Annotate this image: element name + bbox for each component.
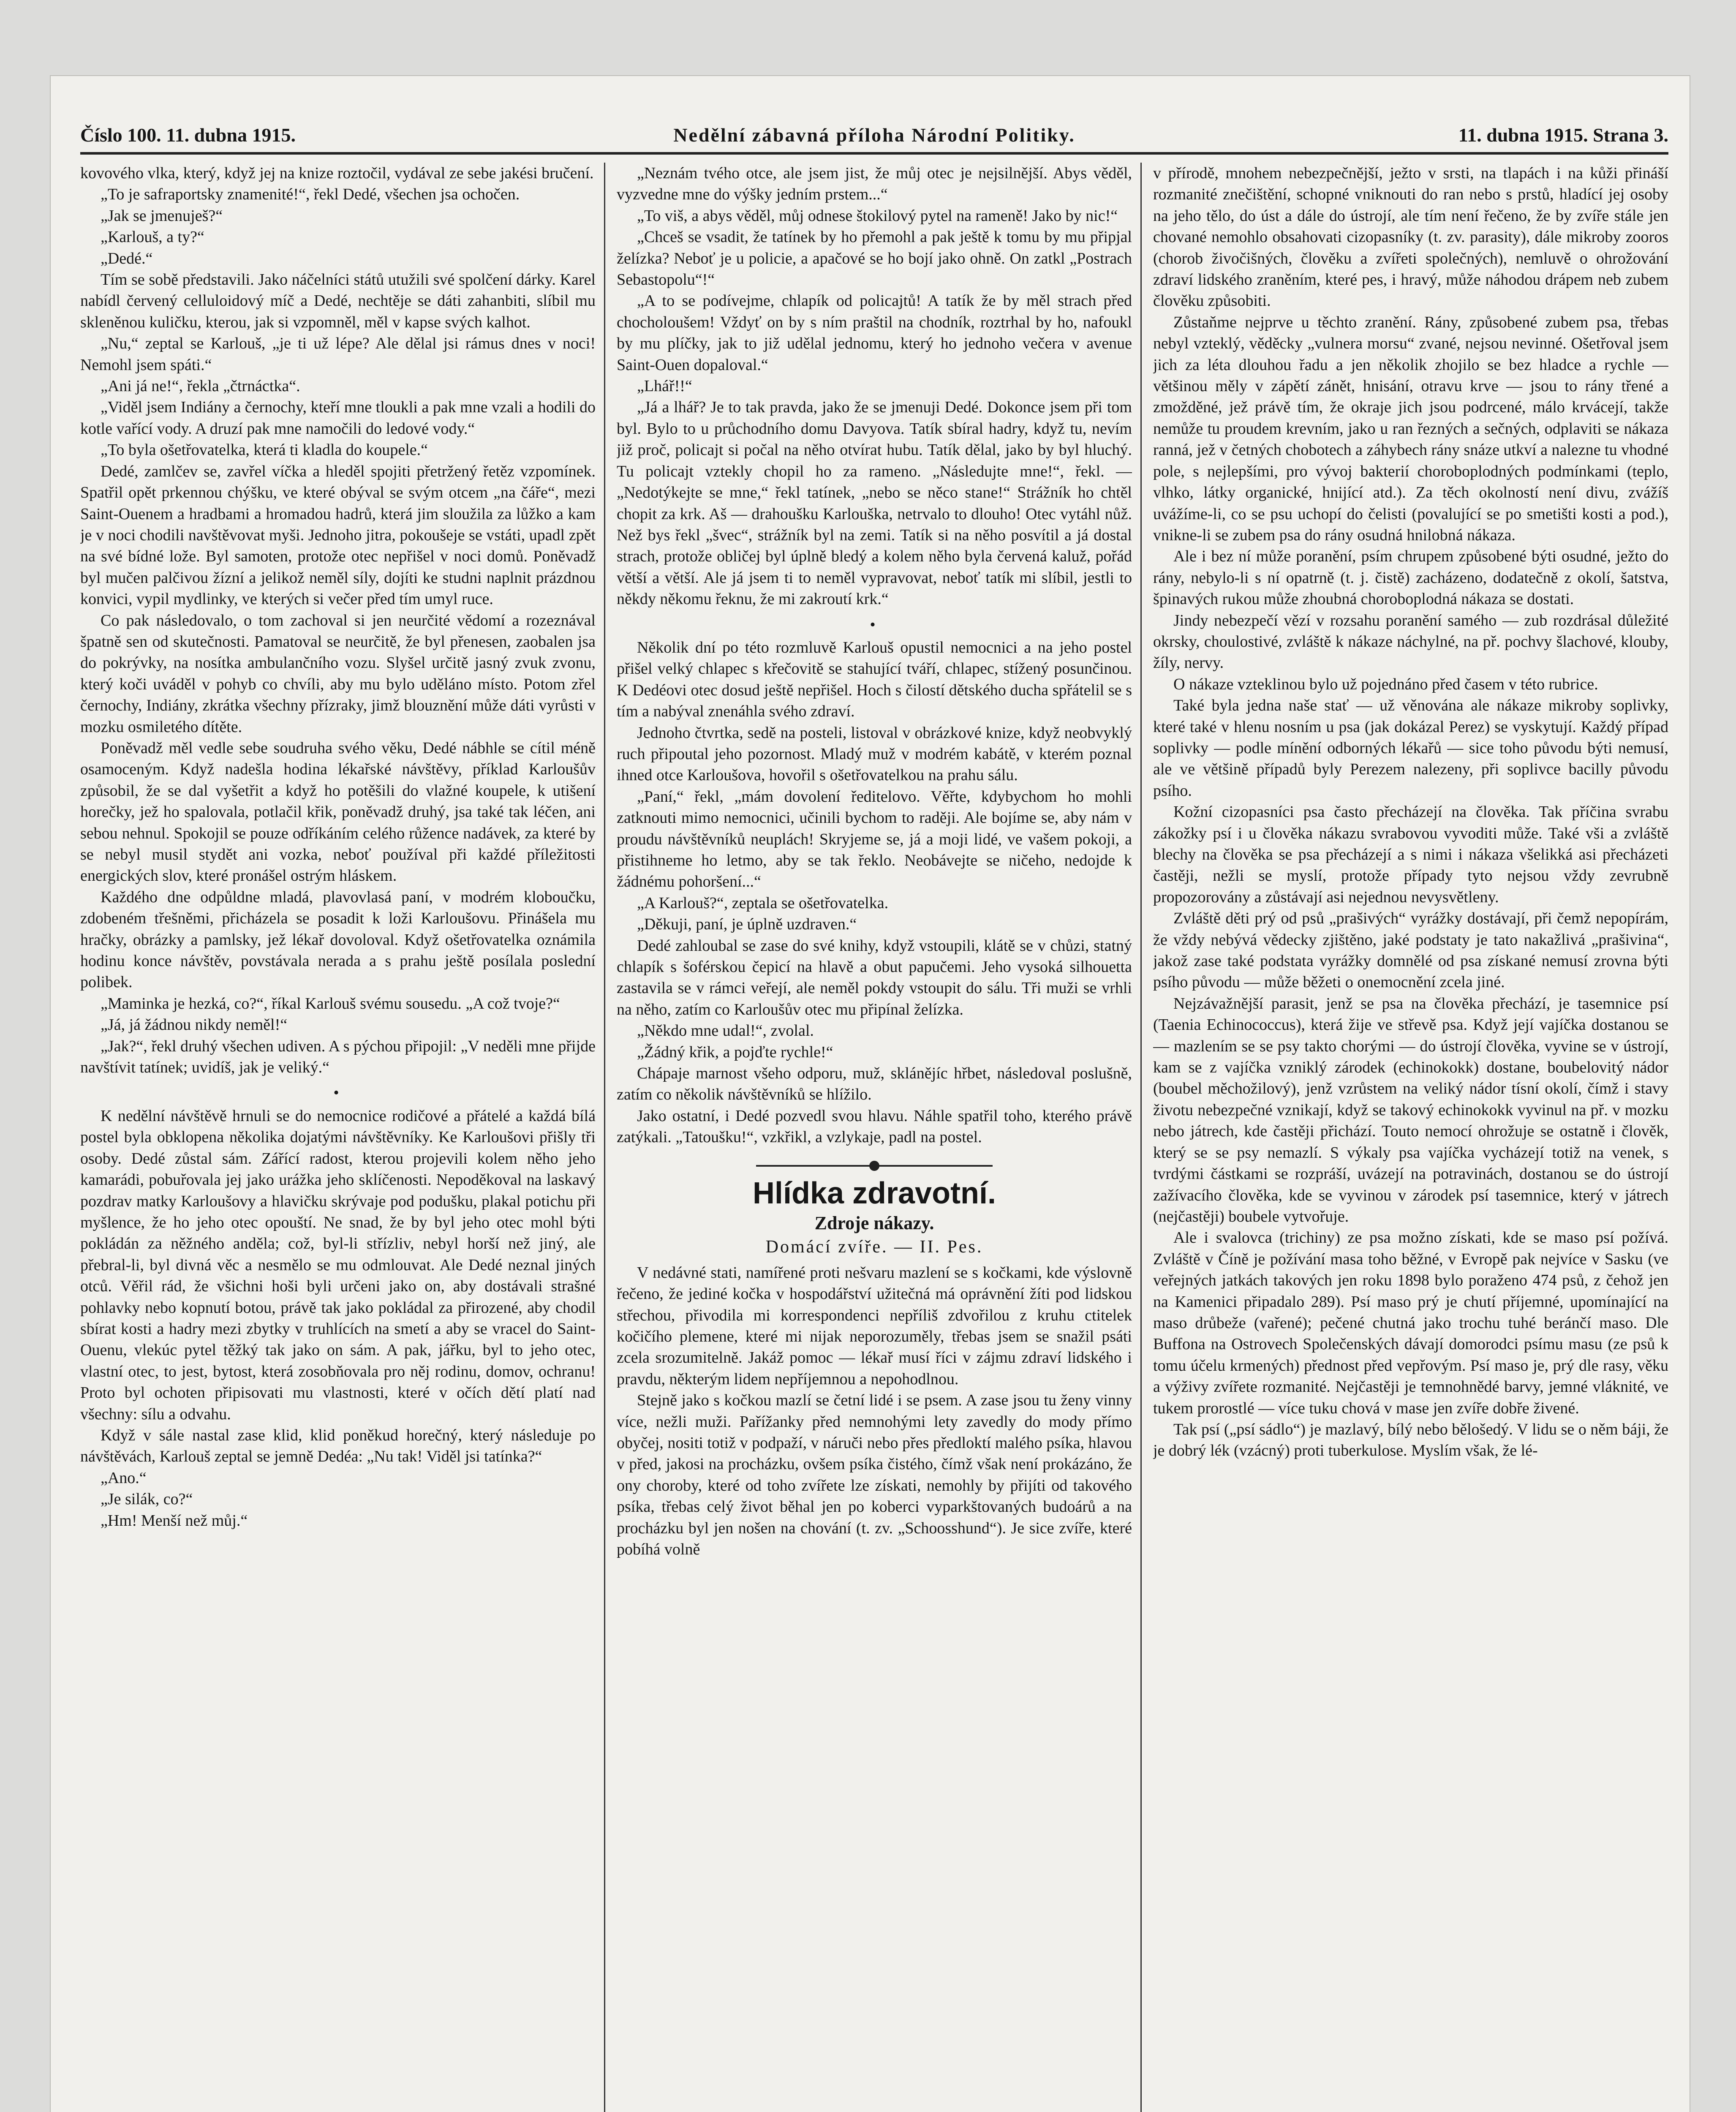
paragraph: Jednoho čtvrtka, sedě na posteli, listoval v obrázkové knize, když neobvyklý ruch připoutal jeho pozornost. Mladý muž v modrém kabátě, v kterém poznal ihned otce Karloušova, hovořil s ošetřovatelkou na prahu sálu. (617, 724, 1132, 784)
section-break-asterisk: • (333, 1084, 343, 1102)
paragraph: „Chceš se vsadit, že tatínek by ho přemohl a pak ještě k tomu by mu připjal želízka? Neboť je u policie, a apačové se ho bojí jako ohně. On zatkl „Postrach Sebastopolu“!“ (617, 228, 1132, 289)
paragraph: „Jak se jmenuješ?“ (101, 207, 223, 225)
newspaper-page (51, 76, 1690, 2112)
paragraph: „To byla ošetřovatelka, která ti kladla do koupele.“ (101, 441, 428, 459)
page-header (80, 118, 1668, 155)
column-rule (1140, 163, 1142, 2112)
paragraph: Chápaje marnost všeho odporu, muž, sklánějíc hřbet, následoval poslušně, zatím co několik návštěvníků se hlížilo. (617, 1064, 1132, 1104)
paragraph: Poněvadž měl vedle sebe soudruha svého věku, Dedé nábhle se cítil méně osamoceným. Když nadešla hodina lékařské návštěvy, příklad Karloušův způsobil, že se dal vyšetřit a když ho potěšili do vlažné koupele, k utišení horečky, jež ho spalovala, potlačil křik, poněvadž druhý, jsa také tak léčen, ani sebou nehnul. Spokojil se pouze odříkáním celého růžence nadávek, za které by se nebyl musil stydět ani vozka, neboť používal při každé příležitosti energických slov, které pronášel ostrým hláskem. (80, 739, 596, 885)
paragraph: V nedávné stati, namířené proti nešvaru mazlení se s kočkami, kde výslovně řečeno, že jediné kočka v hospodářství užitečná má oprávnění žíti pod lidskou střechou, přivodila mi korrespondenci nepříliš zdvořilou z kruhu ctitelek kočičího plemene, které mi nijak neporozuměly, třebas jsem se snažil psáti zcela srozumitelně. Jakáž pomoc — lékař musí říci v zájmu zdraví lidského i pravdu, některým lidem nepříjemnou a nepohodlnou. (617, 1263, 1132, 1388)
paragraph: „Maminka je hezká, co?“, říkal Karlouš svému sousedu. „A což tvoje?“ (101, 994, 560, 1012)
header-issue: Číslo 100. 11. dubna 1915. (80, 124, 296, 146)
paragraph: „Já, já žádnou nikdy neměl!“ (101, 1016, 288, 1034)
paragraph: Když v sále nastal zase klid, klid poněkud horečný, který následuje po návštěvách, Karlouš zeptal se jemně Dedéa: „Nu tak! Viděl jsi tatínka?“ (80, 1426, 596, 1466)
paragraph: Dedé zahloubal se zase do své knihy, když vstoupili, klátě se v chůzi, statný chlapík s šoférskou čepicí na hlavě a obut papučemi. Jeho vysoká silhouetta zastavila se v rámci veřejí, ale neměl pokdy vstoupit do sálu. Tři muži se vrhli na něho, zatím co Karloušův otec mu připínal želízka. (617, 936, 1132, 1018)
paragraph: Také byla jedna naše stať — už věnována ale nákaze mikroby soplivky, které také v hlenu nosním u psa (jak dokázal Perez) se vyskytují. Každý případ soplivky — podle mínění odborných lékařů — sice toho původu býti nemusí, ale ve většině případů byly Perezem nalezeny, při soplivce bacilly původu psího. (1153, 697, 1668, 800)
paragraph: „Ani já ne!“, řekla „čtrnáctka“. (101, 377, 300, 395)
paragraph: Ale i bez ní může poranění, psím chrupem způsobené býti osudné, ježto do rány, nebylo-li s ní opatrně (t. j. čistě) zacházeno, dodatečně z okolí, šatstva, špinavých rukou může zhoubná choroboplodná nákaza se dostati. (1153, 547, 1668, 608)
paragraph: „Dedé.“ (101, 249, 153, 267)
paragraph: Každého dne odpůldne mladá, plavovlasá paní, v modrém kloboučku, zdobeném třešněmi, přicházela se posadit k loži Karloušovu. Přinášela mu hračky, obrázky a pamlsky, jež lékař dovoloval. Když ošetřovatelka oznámila hodinu konce návštěv, povstávala nerada a s prahu ještě posílala poslední polibek. (80, 888, 596, 991)
paragraph: Ale i svalovca (trichiny) ze psa možno získati, kde se maso psí požívá. Zvláště v Číně je požívání masa toho běžné, v Evropě pak nejvíce v Sasku (ve veřejných jatkách takových jen roku 1898 bylo poraženo 474 psů, z čehož jen na Kamenici připadalo 289). Psí maso prý je chutí příjemné, upomínající na maso drůbeže (vařené); pečené chutná jako trochu tuhé beránčí maso. Dle Buffona na Ostrovech Společenských dávají domorodci psímu masu (ze psů k tomu účelu krmených) přednost před vepřovým. Psí maso je, prý dle rasy, věku a výživy zvířete rozmanité. Nejčastěji je temnohnědé barvy, jemné vláknité, ve tukem prorostlé — více tuku chová v mase jen zvíře dobře živené. (1153, 1229, 1668, 1417)
section-subtitle: Zdroje nákazy. (814, 1212, 934, 1233)
paragraph: „Ano.“ (101, 1469, 147, 1487)
paragraph: „Hm! Menší než můj.“ (101, 1511, 248, 1530)
paragraph: „Lhář!!“ (637, 377, 692, 395)
column-1 (80, 163, 596, 2112)
paragraph: „A to se podívejme, chlapík od policajtů! A tatík že by měl strach před chocholoušem! Vždyť on by s ním praštil na chodník, roztrhal by ho, nafoukl by mu plíčky, jak to již udělal jednomu, který ho jednoho večera v avenue Saint-Ouen dopaloval.“ (617, 292, 1132, 374)
paragraph: Stejně jako s kočkou mazlí se četní lidé i se psem. A zase jsou tu ženy vinny více, nežli muži. Pařížanky před nemnohými lety zavedly do mody přímo obyčej, nositi totiž v podpaží, v náruči nebo přes předloktí malého psíka, hlavou v před, jakosi na procházku, ovšem psíka čistého, čímž však není prokázáno, že ony choroby, které od toho zvířete lze získati, nemohly by přijíti od takového psíka, třebas celý život běhal jen po koberci vyparkštovaných budoárů a na procházku byl jen nošen na chování (t. zv. „Schoosshund“). Je sice zvíře, které pobíhá volně (617, 1391, 1132, 1558)
paragraph: „Neznám tvého otce, ale jsem jist, že můj otec je nejsilnější. Abys věděl, vyzvedne mne do výšky jedním prstem...“ (617, 164, 1132, 204)
paragraph: Jako ostatní, i Dedé pozvedl svou hlavu. Náhle spatřil toho, kterého právě zatýkali. „Tatoušku!“, vzkřikl, a vzlykaje, padl na postel. (617, 1107, 1132, 1146)
paragraph: „Nu,“ zeptal se Karlouš, „je ti už lépe? Ale dělal jsi rámus dnes v noci! Nemohl jsem spáti.“ (80, 335, 596, 374)
paragraph: Zůstaňme nejprve u těchto zranění. Rány, způsobené zubem psa, třebas nebyl vzteklý, věděcky „vulnera morsu“ zvané, nejsou nevinné. Ošetřoval jsem jich za léta dlouhou řadu a jen několik zhojilo se bez hladce a rychle — většinou měly v zápětí zánět, hnisání, otravu krve — jsou to rány třené a zmožděné, jež právě tím, že okraje jich jsou podrcené, málo krvácejí, takže nemůže tu proudem krevním, jako u ran řezných a sečných, odplaviti se nákaza ranná, jež v četných chobotech a záhybech rány snáze utkví a nalezne tu vhodné pole, s nejlepšími, pro vývoj bakterií choroboplodných podmínkami (teplo, vlhko, látky organické, hnijící atd.). Za těch okolností není divu, zvážíš uvážíme-li, co se psu uchopí do čelisti (povalující se po smetišti kosti a pod.), vnikne-li se zubem psa do rány osudná hnilobná nákaza. (1153, 313, 1668, 544)
paragraph: „Paní,“ řekl, „mám dovolení ředitelovo. Věřte, kdybychom ho mohli zatknouti mimo nemocnici, učinili bychom to raději. Ale bojíme se, aby nám v proudu návštěvníků neuplách! Skryjeme se, já a moji lidé, ve vašem pokoji, a přistihneme ho letmo, aby se tak řeklo. Neobávejte se ničeho, nedojde k žádnému pohoršení...“ (617, 787, 1132, 891)
column-3 (1153, 163, 1668, 2112)
paragraph: „Jak?“, řekl druhý všechen udiven. A s pýchou připojil: „V neděli mne přijde navštívit tatínek; uvidíš, jak je veliký.“ (80, 1037, 596, 1077)
paragraph: Kožní cizopasníci psa často přecházejí na člověka. Tak příčina svrabu zákožky psí i u člověka nákazu svrabovou vyvoditi může. Také vši a zvláště blechy na člověka se psa přecházejí a s nimi i nákaza všelikká asi přecházeti častěji, nežli se myslí, protože případy tyto nejsou vždy zevrubně propozorovány a zůstávají asi nejednou nevysvětleny. (1153, 803, 1668, 906)
paragraph: „Žádný křik, a pojďte rychle!“ (637, 1043, 833, 1061)
paragraph: O nákaze vzteklinou bylo už pojednáno před časem v této rubrice. (1173, 675, 1598, 693)
paragraph: Několik dní po této rozmluvě Karlouš opustil nemocnici a na jeho postel přišel velký chlapec s křečovitě se stahující tváří, chlapec, stížený posunčinou. K Dedéovi otec dosud ještě nepřišel. Hoch s čilostí dětského ducha spřátelil se s tím a nabýval znenáhla svého zdraví. (617, 638, 1132, 721)
section-break-asterisk: • (870, 615, 879, 634)
paragraph: „Je silák, co?“ (101, 1490, 193, 1508)
paragraph: „Děkuji, paní, je úplně uzdraven.“ (637, 915, 857, 934)
section-ornament (617, 1159, 1132, 1172)
paragraph: Co pak následovalo, o tom zachoval si jen neurčité vědomí a rozeznával špatně sen od skutečnosti. Pamatoval se neurčitě, že byl přenesen, zaobalen jsa do pokrývky, na nosítka ambulančního vozu. Slyšel určitě jasný zvuk zvonu, který koči uváděl v pohyb co chvíli, aby mu bylo uděláno místo. Potom zřel černochy, Indiány, zkrátka všechny přízraky, jimž blouznění může dáti vyrůsti v mozku osmiletého dítěte. (80, 611, 596, 736)
paragraph: „Někdo mne udal!“, zvolal. (637, 1022, 814, 1040)
column-rule (604, 163, 605, 2112)
paragraph: Dedé, zamlčev se, zavřel víčka a hleděl spojiti přetržený řetěz vzpomínek. Spatřil opět prkennou chýšku, ve které obýval se svým otcem „na čáře“, mezi Saint-Ouenem a hradbami a hromadou hadrů, která jim sloužila za lůžko a kam je v noci chodili navštěvovat myši. Jednoho jitra, pokoušeje se vstáti, upadl zpět na své bídné lože. Byl samoten, protože otec nepřišel v noci domů. Poněvadž byl mučen palčivou žízní a jelikož neměl síly, dojíti ke studni naplnit prázdnou konvici, vypil mydlinky, ve kterých si večer před tím umyl ruce. (80, 462, 596, 608)
paragraph: Zvláště děti prý od psů „prašivých“ vyrážky dostávají, při čemž nepopírám, že vždy nebývá vědecky zjištěno, jaké podstaty je tato nakažlivá „prašivina“, jakož zase také podstata vyrážky domnělé od psa získané nemusí zrovna býti psího původu — může běžeti o onemocnění zcela jiné. (1153, 909, 1668, 991)
header-title: Nedělní zábavná příloha Národní Politiky. (673, 124, 1075, 146)
paragraph: K nedělní návštěvě hrnuli se do nemocnice rodičové a přátelé a každá bílá postel byla obklopena několika dojatými návštěvníky. Ke Karloušovi přišly tři osoby. Dedé zůstal sám. Zářící radost, kterou projevili kolem něho jeho kamarádi, pobuřovala jej jako urážka jeho sklíčenosti. Nepoděkoval na laskavý pozdrav matky Karloušovy a hlavičku skrývaje pod podušku, plakal potichu při myšlence, že ho jeho otec opouští. Ne snad, že by byl jeho otec mohl býti pokládán za něžného anděla; což, byl-li střízliv, nebyl horší než jiný, ale přebral-li, byl divná věc a nesmělo se mu odmlouvat. Ale Dedé neznal jiných otců. Věřil rád, že všichni hoši byli určeni jako on, aby dostávali strašné pohlavky nebo kopnutí botou, právě tak jako pokládal za přirozené, aby chodil sbírat kosti a hadry mezi zbytky v truhlících na smetí a aby se vracel do Saint-Ouenu, vlekúc pytel těžký tak jako on sám. A pak, jářku, byl to jeho otec, vlastní otec, to jest, bytost, která zosobňovala pro něj rodinu, domov, ochranu! Proto byl ochoten připisovati mu vlastnosti, které v očích dětí platí nad všechny: sílu a odvahu. (80, 1107, 596, 1423)
paragraph: „To je safraportsky znamenité!“, řekl Dedé, všechen jsa ochočen. (101, 185, 520, 204)
section-subheading: Domácí zvíře. — II. Pes. (765, 1237, 983, 1257)
paragraph: Jindy nebezpečí vězí v rozsahu poranění samého — zub rozdrásal důležité okrsky, choulostivé, zvláště k nákaze náchylné, na př. pochvy šlachové, klouby, žíly, nervy. (1153, 611, 1668, 672)
header-page-number: 11. dubna 1915. Strana 3. (1458, 124, 1668, 146)
paragraph: kovového vlka, který, když jej na knize roztočil, vydával ze sebe jakési bručení. (80, 164, 594, 182)
paragraph: Tak psí („psí sádlo“) je mazlavý, bílý nebo bělošedý. V lidu se o něm báji, že je dobrý lék (vzácný) proti tuberkulose. Myslím však, že lé- (1153, 1420, 1668, 1460)
paragraph: „Karlouš, a ty?“ (101, 228, 204, 246)
paragraph: „A Karlouš?“, zeptala se ošetřovatelka. (637, 894, 889, 912)
section-title: Hlídka zdravotní. (752, 1176, 996, 1210)
column-2 (617, 163, 1132, 2112)
ornament-dot (869, 1161, 879, 1171)
paragraph: v přírodě, mnohem nebezpečnější, ježto v srsti, na tlapách i na kůži přináší rozmanité znečištění, schopné vniknouti do ran nebo s prstů, hladící jej osoby na jeho tělo, do úst a dále do ústrojí, ale tím není řečeno, že by zvíře stále jen chované nemohlo obsahovati cizopasníky (t. zv. parasity), dále mikroby zooros (chorob živočišných, člověku a zvířeti společných), nemluvě o ohrožování zdraví lidského zraněním, které pes, i hravý, může náhodou drápem neb zubem člověku způsobiti. (1153, 164, 1668, 310)
paragraph: „Já a lhář? Je to tak pravda, jako že se jmenuji Dedé. Dokonce jsem při tom byl. Bylo to u průchodního domu Davyova. Tatík sbíral hadry, když tu, nevím již proč, policajt si počal na něho otvírat hubu. Tatík dělal, jako by byl hluchý. Tu policajt vztekly chopil ho za rameno. „Následujte mne!“, řekl. — „Nedotýkejte se mne,“ řekl tatínek, „nebo se něco stane!“ Strážník ho chtěl chopit za krk. Aš — drahoušku Karlouška, netrvalo to dlouho! Otec vytáhl nůž. Než bys řekl „švec“, strážník byl na zemi. Tatík si na něho posvítil a já dostal strach, protože obličej byl úplně bledý a kolem něho byla červená kaluž, pořád větší a větší. Ale já jsem ti to neměl vypravovat, neboť tatík mi slíbil, jestli to někdy někomu řeknu, že mi zakroutí krk.“ (617, 398, 1132, 608)
paragraph: Tím se sobě představili. Jako náčelníci států utužili své spolčení dárky. Karel nabídl červený celluloidový míč a Dedé, nechtěje se dáti zahanbiti, slíbil mu skleněnou kuličku, kterou, jak si vzpomněl, měl v kapse svých kalhot. (80, 271, 596, 331)
paragraph: „To viš, a abys věděl, můj odnese štokilový pytel na rameně! Jako by nic!“ (637, 207, 1118, 225)
paragraph: „Viděl jsem Indiány a černochy, kteří mne tloukli a pak mne vzali a hodili do kotle vařící vody. A druzí pak mne namočili do ledové vody.“ (80, 398, 596, 438)
paragraph: Nejzávažnější parasit, jenž se psa na člověka přechází, je tasemnice psí (Taenia Echinococcus), která žije ve střevě psa. Když její vajíčka dostanou se — mazlením se se psy takto chorými — do ústrojí člověka, vyvine se v ústrojí, kam se z vajíčka vzniklý zárodek (echinokokk) dostane, boubelovitý nádor (boubel měchožilový), jenž vzrůstem na veliký nádor tísní okolí, čímž i stavy životu nebezpečné vznikají, když se takový echinokokk vyvinul na př. v mozku nebo játrech, kde častěji přichází. Touto nemocí ohrožuje se ostatně i člověk, který se se psy nemazlí. S výkaly psa vajíčka vycházejí totiž na venek, s tvrdými částkami se rozpráší, uvázejí na potravinách, dostanou se do ústrojí zažívacího člověka, kde se vyvinou v zárodek psí tasemnice, který v játrech (nejčastěji) boubele vytvořuje. (1153, 994, 1668, 1225)
